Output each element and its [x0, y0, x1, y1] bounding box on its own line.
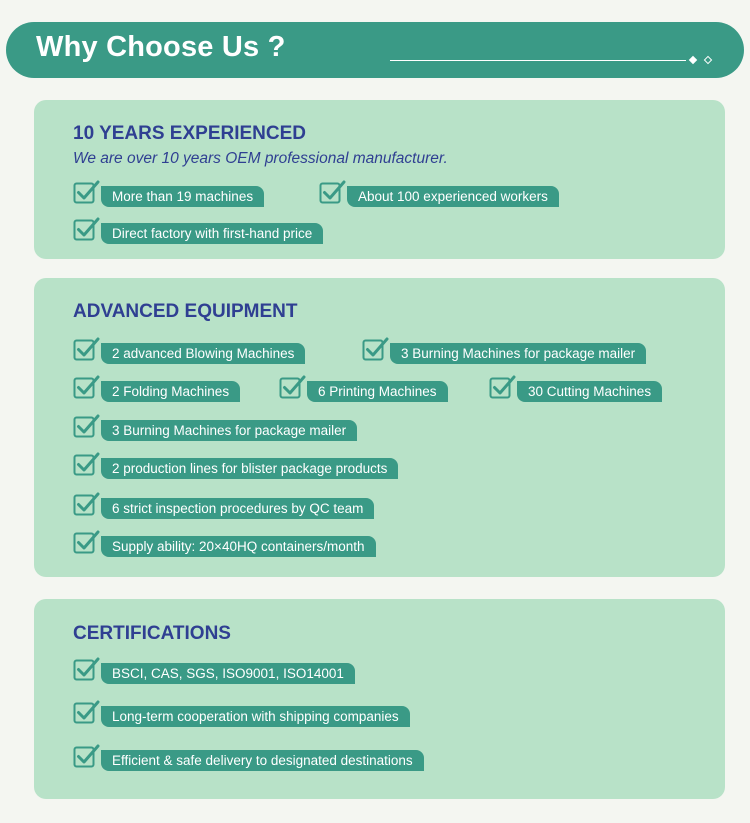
checkbox-check-icon [279, 374, 307, 402]
item-label: More than 19 machines [101, 186, 264, 207]
page-title: Why Choose Us ? [36, 31, 286, 63]
checkbox-check-icon [73, 179, 101, 207]
item-label: Long-term cooperation with shipping companies [101, 706, 410, 727]
checkbox-check-icon [73, 216, 101, 244]
checkbox-check-icon [319, 179, 347, 207]
section-title: ADVANCED EQUIPMENT [73, 301, 298, 322]
diamond-filled-icon [689, 56, 697, 64]
item-label: 6 Printing Machines [307, 381, 448, 402]
section-subtitle: We are over 10 years OEM professional manufacturer. [73, 150, 448, 167]
item-label: 3 Burning Machines for package mailer [390, 343, 646, 364]
item-label: 2 production lines for blister package products [101, 458, 398, 479]
section-card-certifications [34, 599, 725, 799]
item-label: 3 Burning Machines for package mailer [101, 420, 357, 441]
item-label: Efficient & safe delivery to designated destinations [101, 750, 424, 771]
checkbox-check-icon [73, 529, 101, 557]
checkbox-check-icon [73, 451, 101, 479]
checkbox-check-icon [73, 699, 101, 727]
item-label: Direct factory with first-hand price [101, 223, 323, 244]
item-label: About 100 experienced workers [347, 186, 559, 207]
item-label: 6 strict inspection procedures by QC team [101, 498, 374, 519]
checkbox-check-icon [73, 656, 101, 684]
checkbox-check-icon [489, 374, 517, 402]
checkbox-check-icon [73, 374, 101, 402]
diamond-outline-icon [704, 56, 712, 64]
section-card-equipment [34, 278, 725, 577]
header-banner [6, 22, 744, 78]
item-label: 2 advanced Blowing Machines [101, 343, 305, 364]
section-card-experience [34, 100, 725, 259]
item-label: 2 Folding Machines [101, 381, 240, 402]
checkbox-check-icon [73, 336, 101, 364]
checkbox-check-icon [73, 491, 101, 519]
checkbox-check-icon [73, 413, 101, 441]
item-label: BSCI, CAS, SGS, ISO9001, ISO14001 [101, 663, 355, 684]
header-divider-line [390, 60, 686, 61]
section-title: CERTIFICATIONS [73, 623, 231, 644]
item-label: Supply ability: 20×40HQ containers/month [101, 536, 376, 557]
checkbox-check-icon [362, 336, 390, 364]
section-title: 10 YEARS EXPERIENCED [73, 123, 307, 144]
item-label: 30 Cutting Machines [517, 381, 662, 402]
checkbox-check-icon [73, 743, 101, 771]
